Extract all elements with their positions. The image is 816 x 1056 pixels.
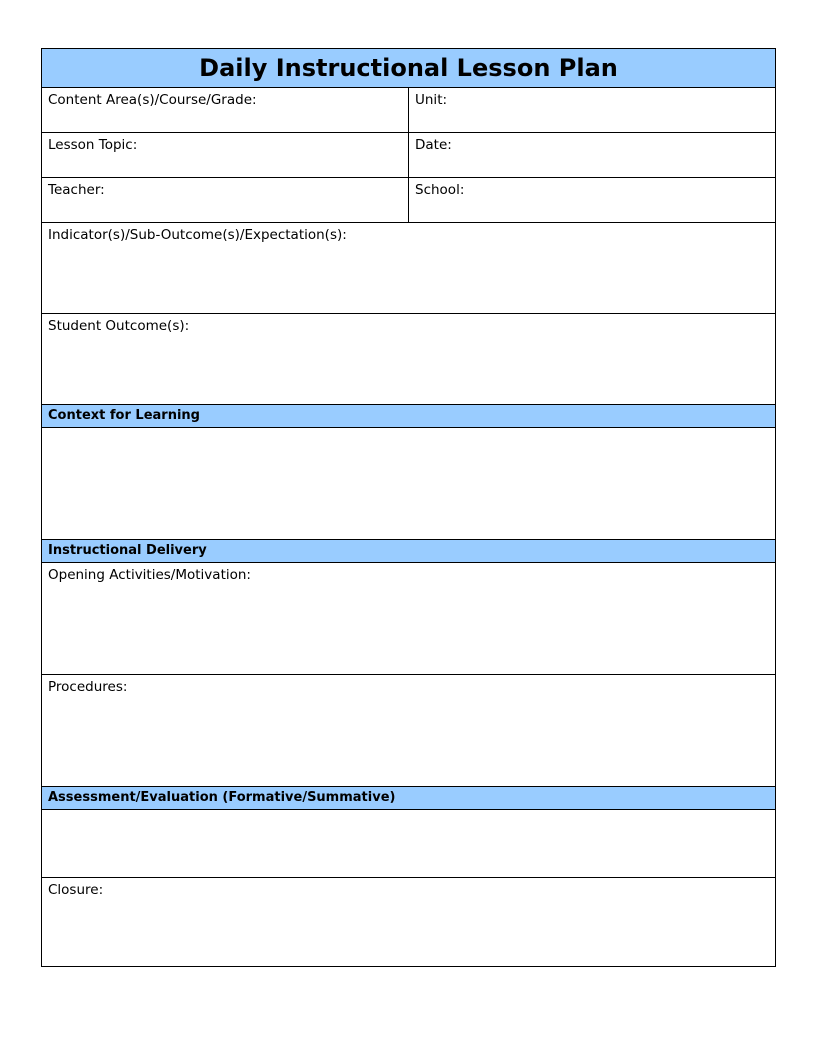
- row-procedures: [42, 675, 775, 787]
- section-assessment-header: Assessment/Evaluation (Formative/Summative): [42, 787, 775, 810]
- indicators-field[interactable]: [42, 223, 775, 313]
- student-outcomes-field[interactable]: [42, 314, 775, 404]
- row-topic-date: [42, 133, 775, 178]
- row-teacher-school: [42, 178, 775, 223]
- student-outcomes-label: Student Outcome(s):: [48, 318, 190, 334]
- unit-label: Unit:: [415, 92, 448, 108]
- row-student-outcomes: [42, 314, 775, 405]
- row-opening-activities: [42, 563, 775, 675]
- date-label: Date:: [415, 137, 452, 153]
- indicators-label: Indicator(s)/Sub-Outcome(s)/Expectation(s):: [48, 227, 347, 243]
- date-field[interactable]: [409, 133, 775, 177]
- school-label: School:: [415, 182, 465, 198]
- section-instructional-delivery-header: Instructional Delivery: [42, 540, 775, 563]
- procedures-field[interactable]: [42, 675, 775, 786]
- section-context-header: Context for Learning: [42, 405, 775, 428]
- form-title: Daily Instructional Lesson Plan: [42, 49, 775, 88]
- context-field[interactable]: [42, 428, 775, 540]
- closure-field[interactable]: [42, 878, 775, 966]
- procedures-label: Procedures:: [48, 679, 128, 695]
- row-content-unit: [42, 88, 775, 133]
- unit-field[interactable]: [409, 88, 775, 132]
- opening-activities-field[interactable]: [42, 563, 775, 674]
- row-closure: [42, 878, 775, 966]
- lesson-topic-field[interactable]: [42, 133, 409, 177]
- teacher-field[interactable]: [42, 178, 409, 222]
- school-field[interactable]: [409, 178, 775, 222]
- content-area-field[interactable]: [42, 88, 409, 132]
- row-indicators: [42, 223, 775, 314]
- closure-label: Closure:: [48, 882, 104, 898]
- assessment-field[interactable]: [42, 810, 775, 878]
- lesson-topic-label: Lesson Topic:: [48, 137, 138, 153]
- teacher-label: Teacher:: [48, 182, 105, 198]
- content-area-label: Content Area(s)/Course/Grade:: [48, 92, 257, 108]
- lesson-plan-form: [41, 48, 776, 967]
- opening-activities-label: Opening Activities/Motivation:: [48, 567, 251, 583]
